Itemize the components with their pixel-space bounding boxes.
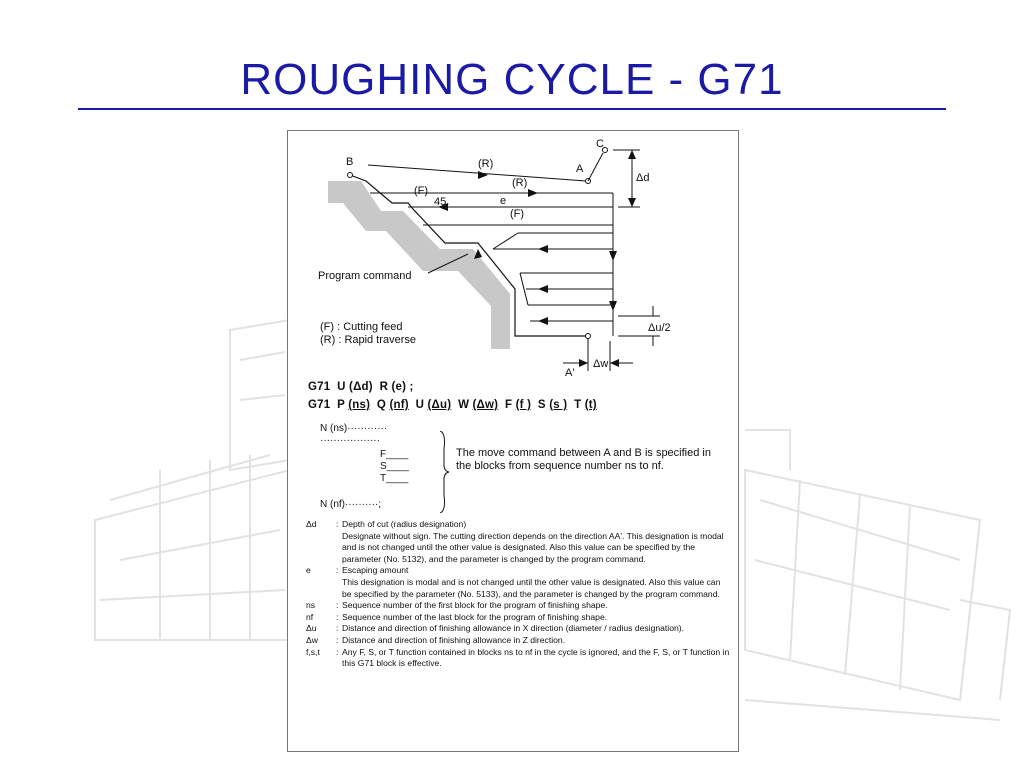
def-text: Any F, S, or T function contained in blocks ns to nf in the cycle is ignored, and the F, S, or T function in this G71 block is effective. — [342, 646, 730, 669]
def-symbol: Δw — [306, 634, 318, 645]
format2-f: F — [505, 399, 513, 411]
definition-row — [306, 531, 732, 566]
label-a-prime: A' — [565, 367, 575, 379]
g71-reference-panel — [287, 130, 739, 752]
definition-row: e : Escaping amount — [306, 565, 732, 577]
slide-title: ROUGHING CYCLE - G71 — [240, 55, 784, 104]
label-r-top: (R) — [478, 158, 494, 170]
format1-code: G71 — [308, 381, 331, 393]
definition-row: ns : Sequence number of the first block for the program of finishing shape. — [306, 600, 732, 612]
seq-end: N (nf)··········; — [320, 499, 382, 510]
seq-start: N (ns)············ — [320, 423, 388, 434]
format2-p: P — [337, 399, 345, 411]
format2-t: T — [574, 399, 582, 411]
format2-sv: (s ) — [549, 399, 568, 411]
label-f-left: (F) — [414, 185, 429, 197]
def-text: Distance and direction of finishing allowance in X direction (diameter / radius designation). — [342, 623, 685, 634]
def-text: Distance and direction of finishing allowance in Z direction. — [342, 634, 566, 645]
def-text: Sequence number of the first block for the program of finishing shape. — [342, 600, 608, 611]
def-symbol — [306, 577, 336, 600]
format2-dw: (Δw) — [472, 399, 499, 411]
def-symbol: e — [306, 565, 311, 576]
format2-tv: (t) — [584, 399, 597, 411]
label-b: B — [346, 156, 354, 168]
label-e: e — [500, 195, 507, 207]
definition-row: Δu : Distance and direction of finishing allowance in X direction (diameter / radius designation). — [306, 623, 732, 635]
sequence-brace — [436, 431, 450, 513]
seq-dots: ·················· — [320, 435, 380, 446]
def-symbol: nf — [306, 611, 314, 622]
format2-s: S — [537, 399, 546, 411]
label-f-mid: (F) — [510, 208, 525, 220]
label-delta-d: Δd — [636, 172, 650, 184]
format2-q: Q — [376, 399, 387, 411]
label-angle: 45. — [434, 196, 450, 208]
def-symbol: ns — [306, 600, 316, 611]
format-line-1 — [308, 381, 414, 393]
definition-row: Δw : Distance and direction of finishing allowance in Z direction. — [306, 635, 732, 647]
sequence-note: The move command between A and B is specified in the blocks from sequence number ns to nf. — [456, 447, 711, 472]
definition-row: Δd : Depth of cut (radius designation) — [306, 519, 732, 531]
title-underline — [78, 108, 946, 110]
definition-row: nf : Sequence number of the last block for the program of finishing shape. — [306, 612, 732, 624]
definition-row — [306, 577, 732, 600]
format2-du: (Δu) — [427, 399, 452, 411]
definitions-list — [306, 519, 732, 670]
seq-t: T____ — [380, 473, 409, 484]
def-text: Depth of cut (radius designation) — [342, 519, 467, 529]
def-symbol: f,s,t — [306, 646, 320, 657]
label-delta-u-half: Δu/2 — [648, 322, 671, 334]
label-a: A — [576, 163, 584, 175]
def-symbol: Δd — [306, 519, 317, 529]
format1-r: R (e) ; — [379, 381, 414, 393]
def-text: This designation is modal and is not changed until the other value is designated. Also this value can be specified by the parameter (No. 5133), and the parameter is changed by the program command. — [342, 576, 721, 599]
def-text: Sequence number of the last block for the program of finishing shape. — [342, 611, 608, 622]
def-text: Escaping amount — [342, 565, 409, 576]
label-program-command: Program command — [318, 270, 412, 282]
def-symbol: Δu — [306, 623, 317, 634]
legend-feed: (F) : Cutting feed — [320, 321, 403, 333]
def-symbol — [306, 531, 336, 566]
format-line-2 — [308, 399, 597, 411]
format2-nf: (nf) — [389, 399, 409, 411]
label-c: C — [596, 138, 604, 150]
format2-ns: (ns) — [348, 399, 371, 411]
format2-fv: (f ) — [515, 399, 532, 411]
seq-s: S____ — [380, 461, 409, 472]
legend-rapid: (R) : Rapid traverse — [320, 334, 416, 346]
format2-w: W — [458, 399, 470, 411]
seq-f: F____ — [380, 449, 409, 460]
format2-code: G71 — [308, 399, 331, 411]
format1-u: U (Δd) — [337, 381, 373, 393]
label-delta-w: Δw — [593, 358, 609, 370]
def-text: Designate without sign. The cutting direction depends on the direction AA'. This designation is modal and is not changed until the other value is designated. Also this value can be specified by the parameter (No. 5132), and the parameter is changed by the program command. — [342, 530, 724, 564]
definition-row: f,s,t : Any F, S, or T function contained in blocks ns to nf in the cycle is ignored, and the F, S, or T function in this G71 block is effective. — [306, 647, 732, 670]
format2-u: U — [415, 399, 425, 411]
label-r-mid: (R) — [512, 177, 528, 189]
